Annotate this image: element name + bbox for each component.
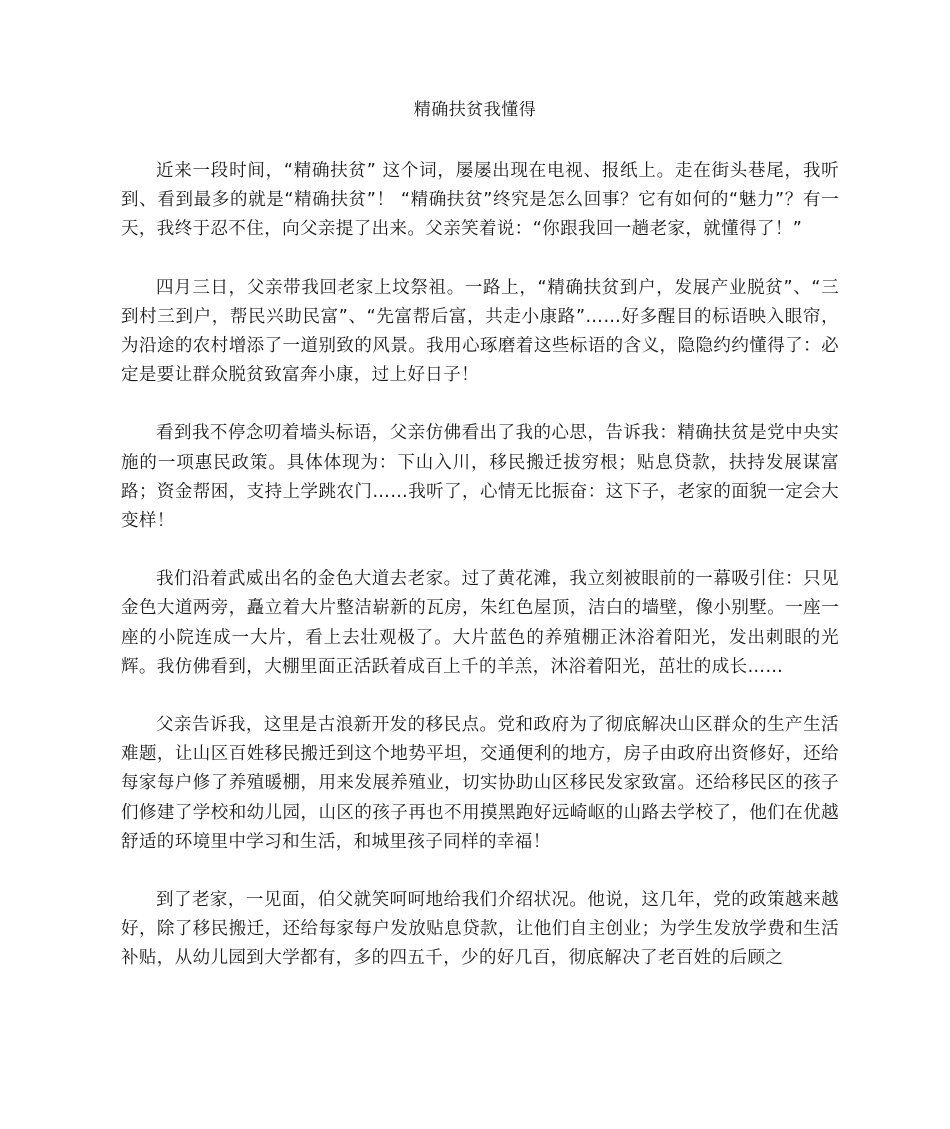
- paragraph-2: 四月三日，父亲带我回老家上坟祭祖。一路上，“精确扶贫到户，发展产业脱贫”、“三到村三到户，帮民兴助民富”、“先富帮后富，共走小康路”……好多醒目的标语映入眼帘，为沿途的农村增添了一道别致的风景。我用心琢磨着这些标语的含义，隐隐约约懂得了：必定是要让群众脱贫致富奔小康，过上好日子！: [121, 277, 839, 386]
- document-body: [121, 157, 839, 1003]
- document-title: 精确扶贫我懂得: [413, 100, 537, 120]
- paragraph-3: 看到我不停念叨着墙头标语，父亲仿佛看出了我的心思，告诉我：精确扶贫是党中央实施的一项惠民政策。具体体现为：下山入川，移民搬迁拔穷根；贴息贷款，扶持发展谋富路；资金帮困，支持上学跳农门……我听了，心情无比振奋：这下子，老家的面貌一定会大变样！: [121, 423, 839, 532]
- paragraph-6: 到了老家，一见面，伯父就笑呵呵地给我们介绍状况。他说，这几年，党的政策越来越好，除了移民搬迁，还给每家每户发放贴息贷款，让他们自主创业；为学生发放学费和生活补贴，从幼儿园到大学都有，多的四五千，少的好几百，彻底解决了老百姓的后顾之: [121, 890, 839, 969]
- paragraph-4: 我们沿着武威出名的金色大道去老家。过了黄花滩，我立刻被眼前的一幕吸引住：只见金色大道两旁，矗立着大片整洁崭新的瓦房，朱红色屋顶，洁白的墙壁，像小别墅。一座一座的小院连成一大片，看上去壮观极了。大片蓝色的养殖棚正沐浴着阳光，发出刺眼的光辉。我仿佛看到，大棚里面正活跃着成百上千的羊羔，沐浴着阳光，茁壮的成长……: [121, 569, 839, 677]
- paragraph-5: 父亲告诉我，这里是古浪新开发的移民点。党和政府为了彻底解决山区群众的生产生活难题，让山区百姓移民搬迁到这个地势平坦，交通便利的地方，房子由政府出资修好，还给每家每户修了养殖暖棚，用来发展养殖业，切实协助山区移民发家致富。还给移民区的孩子们修建了学校和幼儿园，山区的孩子再也不用摸黑跑好远崎岖的山路去学校了，他们在优越舒适的环境里中学习和生活，和城里孩子同样的幸福！: [121, 715, 839, 852]
- paragraph-1: 近来一段时间，“精确扶贫” 这个词，屡屡出现在电视、报纸上。走在街头巷尾，我听到、看到最多的就是“精确扶贫”！ “精确扶贫”终究是怎么回事？它有如何的“魅力”？有一天，我终于忍不住，向父亲提了出来。父亲笑着说：“你跟我回一趟老家，就懂得了！”: [121, 161, 839, 240]
